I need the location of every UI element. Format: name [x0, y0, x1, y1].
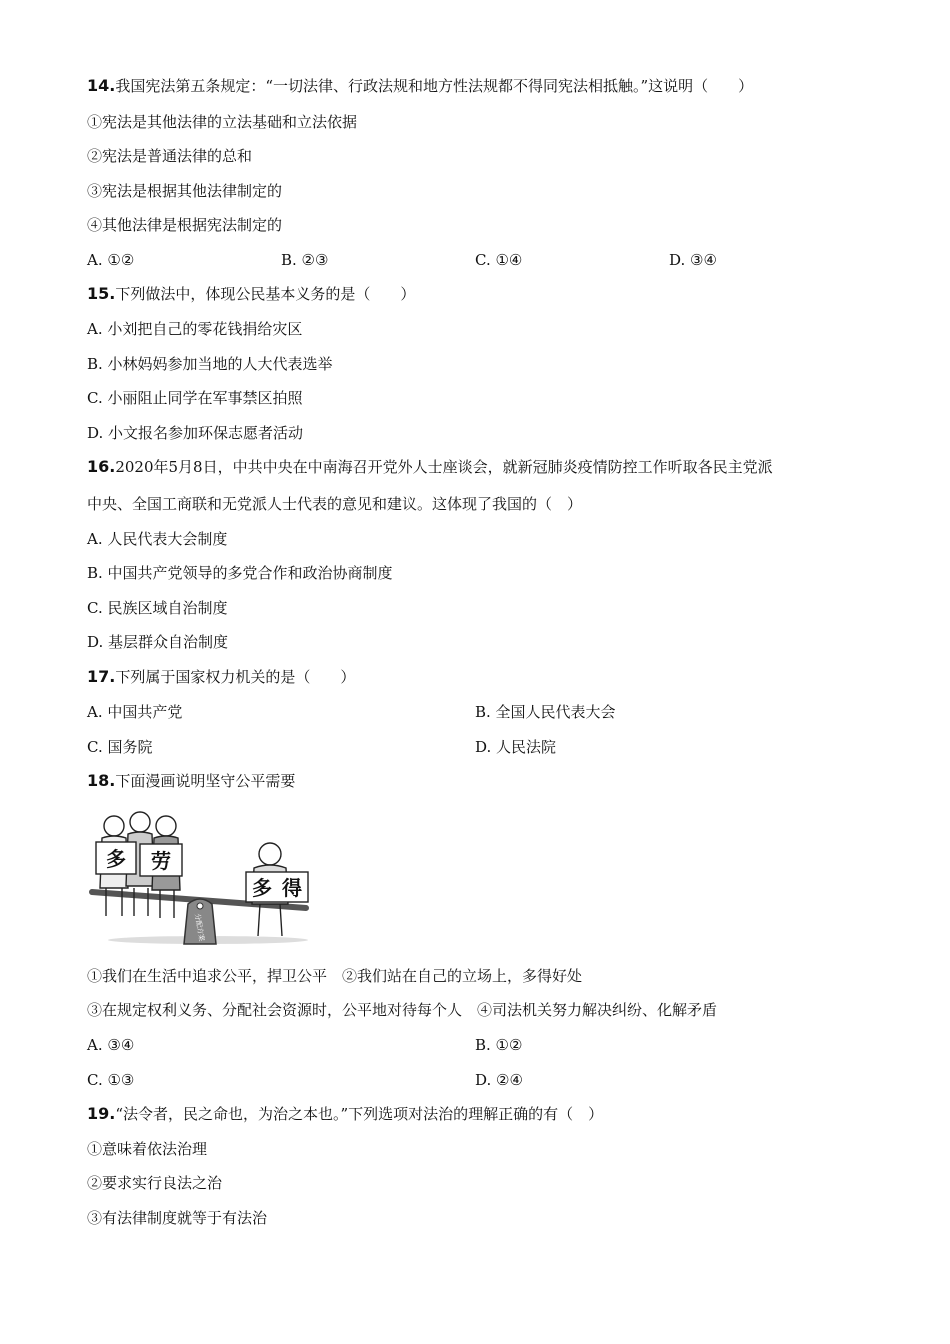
question-number: 14.	[87, 76, 116, 95]
option-a[interactable]: A. ③④	[87, 1036, 135, 1054]
question-text: 下面漫画说明坚守公平需要	[115, 772, 296, 790]
statement: ①宪法是其他法律的立法基础和立法依据	[87, 113, 358, 131]
statement: ③在规定权利义务、分配社会资源时，公平地对待每个人 ④司法机关努力解决纠纷、化解矛盾	[87, 1001, 718, 1019]
question-number: 18.	[87, 771, 116, 790]
question-text: 2020年5月8日，中共中央在中南海召开党外人士座谈会，就新冠肺炎疫情防控工作听取各民主党派	[115, 458, 773, 476]
fulcrum-label: 分配方案	[193, 912, 206, 942]
option-d[interactable]: D. ③④	[669, 251, 717, 269]
statement: ③宪法是根据其他法律制定的	[87, 182, 283, 200]
statement: ③有法律制度就等于有法治	[87, 1209, 268, 1227]
sign-left-1: 多	[106, 847, 126, 871]
statement: ②要求实行良法之治	[87, 1174, 223, 1192]
option-a[interactable]: A. 中国共产党	[87, 703, 183, 721]
option-a[interactable]: A. 人民代表大会制度	[87, 530, 228, 548]
option-a[interactable]: A. 小刘把自己的零花钱捐给灾区	[87, 320, 303, 338]
question-text: “法令者，民之命也，为治之本也。”下列选项对法治的理解正确的有（ ）	[115, 1105, 604, 1123]
sign-right-2: 得	[282, 876, 302, 900]
option-c[interactable]: C. 小丽阻止同学在军事禁区拍照	[87, 389, 303, 407]
question-15-stem	[87, 284, 415, 304]
statement: ④其他法律是根据宪法制定的	[87, 216, 283, 234]
question-16-stem-cont: 中央、全国工商联和无党派人士代表的意见和建议。这体现了我国的（ ）	[87, 495, 583, 513]
sign-right-1: 多	[252, 876, 272, 900]
statement: ①意味着依法治理	[87, 1140, 208, 1158]
option-d[interactable]: D. 人民法院	[475, 738, 557, 756]
question-number: 19.	[87, 1104, 116, 1123]
option-c[interactable]: C. 国务院	[87, 738, 153, 756]
option-c[interactable]: C. ①④	[475, 251, 523, 269]
option-d[interactable]: D. ②④	[475, 1071, 523, 1089]
seesaw-cartoon	[88, 804, 312, 946]
question-text: 我国宪法第五条规定：“一切法律、行政法规和地方性法规都不得同宪法相抵触。”这说明（ ）	[115, 77, 754, 95]
question-number: 17.	[87, 667, 116, 686]
question-text: 下列做法中，体现公民基本义务的是（ ）	[115, 285, 416, 303]
option-b[interactable]: B. 全国人民代表大会	[475, 703, 616, 721]
option-d[interactable]: D. 小文报名参加环保志愿者活动	[87, 424, 304, 442]
option-a[interactable]: A. ①②	[87, 251, 135, 269]
question-14-stem	[87, 76, 753, 96]
question-number: 15.	[87, 284, 116, 303]
option-b[interactable]: B. ①②	[475, 1036, 523, 1054]
option-b[interactable]: B. 小林妈妈参加当地的人大代表选举	[87, 355, 333, 373]
option-c[interactable]: C. 民族区域自治制度	[87, 599, 228, 617]
option-b[interactable]: B. 中国共产党领导的多党合作和政治协商制度	[87, 564, 393, 582]
question-16-stem	[87, 457, 773, 477]
question-17-stem	[87, 667, 355, 687]
question-number: 16.	[87, 457, 116, 476]
option-c[interactable]: C. ①③	[87, 1071, 135, 1089]
question-19-stem	[87, 1104, 603, 1124]
sign-left-2: 劳	[151, 849, 171, 873]
question-18-stem	[87, 771, 295, 791]
option-d[interactable]: D. 基层群众自治制度	[87, 633, 229, 651]
statement: ②宪法是普通法律的总和	[87, 147, 253, 165]
option-b[interactable]: B. ②③	[281, 251, 329, 269]
question-text: 下列属于国家权力机关的是（ ）	[115, 668, 356, 686]
statement: ①我们在生活中追求公平，捍卫公平 ②我们站在自己的立场上，多得好处	[87, 967, 583, 985]
